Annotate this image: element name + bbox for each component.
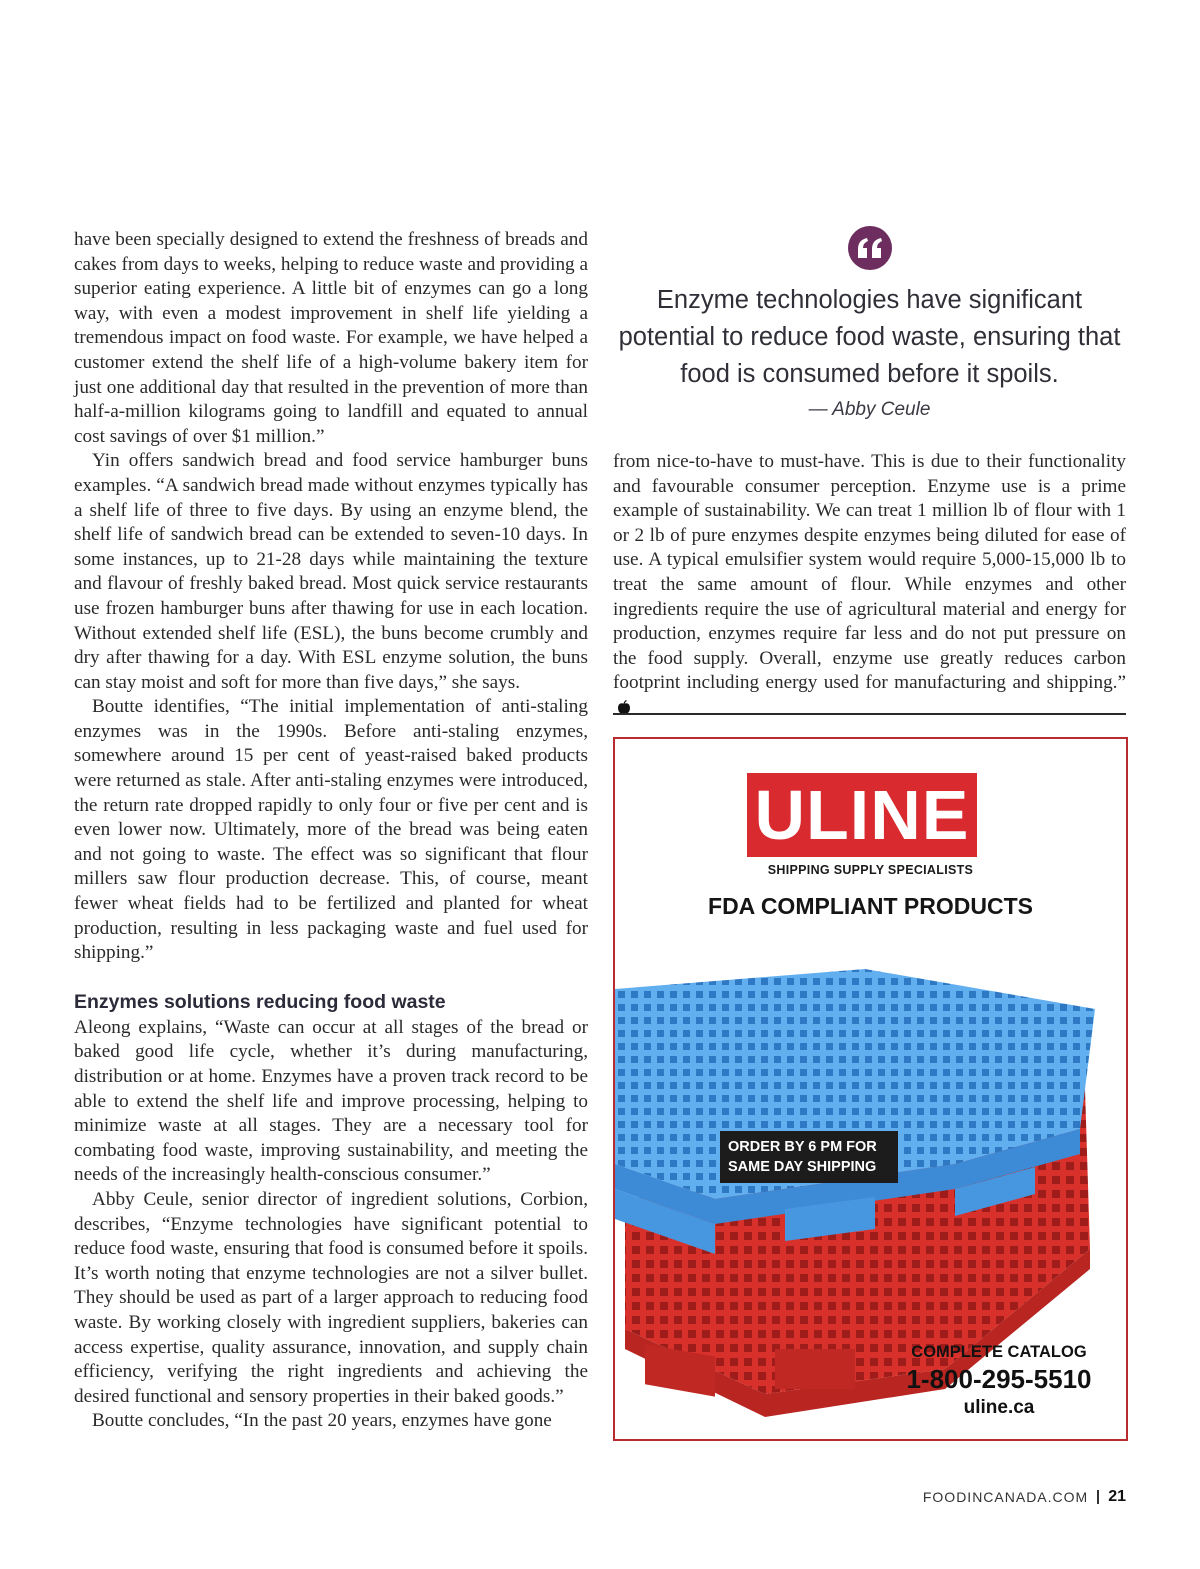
body-paragraph: have been specially designed to extend the freshness of breads and cakes from days to weeks, helping to reduce waste and providing a superior eating experience. A little bit of enzymes can go a long way, with even a modest improvement in shelf life yielding a tremendous impact on food waste. For example, we have helped a customer extend the shelf life of a high-volume bakery item for just one additional day that resulted in the prevention of more than half-a-million kilograms going to landfill and equated to annual cost savings of over $1 million.”	[74, 229, 588, 447]
body-paragraph: Abby Ceule, senior director of ingredient solutions, Corbion, describes, “Enzyme technologies have significant potential to reduce food waste, ensuring that food is consumed before it spoils. It’s worth noting that enzyme technologies are not a silver bullet. They should be used as part of a larger approach to reducing food waste. By working closely with ingredient suppliers, bakeries can access expertise, quality assurance, innovation, and supply chain efficiency, verifying the right ingredients and achieving the desired functional and sensory properties in their baked goods.”	[74, 1188, 588, 1407]
pull-quote-attribution: — Abby Ceule	[808, 399, 931, 420]
body-paragraph-text: from nice-to-have to must-have. This is due to their functionality and favourable consumer perception. Enzyme use is a prime example of sustainability. We can treat 1 million lb of flour with 1 or 2 lb of pure enzymes despite enzymes being diluted for ease of use. A typical emulsifier system would require 5,000-15,000 lb to treat the same amount of flour. While enzymes and other ingredients require the use of agricultural material and energy for production, enzymes require far less and do not put pressure on the food supply. Overall, enzyme use greatly reduces carbon footprint including energy used for manufacturing and shipping.”	[613, 451, 1126, 694]
uline-logo: ULINE	[747, 773, 977, 857]
ad-headline: FDA COMPLIANT PRODUCTS	[708, 893, 1033, 919]
right-column	[613, 450, 1126, 721]
body-paragraph: Aleong explains, “Waste can occur at all stages of the bread or baked good life cycle, whether it’s during manufacturing, distribution or at home. Enzymes have a proven track record to be able to extend the shelf life and improve processing, helping to minimize waste at all stages. They are a necessary tool for combating food waste, improving sustainability, and meeting the needs of the increasingly health-conscious consumer.”	[74, 1016, 588, 1186]
pull-quote-text: Enzyme technologies have significant potential to reduce food waste, ensuring that food is consumed before it spoils.	[618, 286, 1121, 388]
site-name[interactable]: FOODINCANADA.COM	[922, 1489, 1089, 1505]
ad-tagline: SHIPPING SUPPLY SPECIALISTS	[767, 863, 974, 877]
body-paragraph: Boutte identifies, “The initial implementation of anti-staling enzymes was in the 1990s. Before anti-staling enzymes, somewhere around 15 per cent of yeast-raised baked products were returned as stale. After anti-staling enzymes were introduced, the return rate dropped rapidly to only four or five per cent and is even lower now. Ultimately, more of the bread was being eaten and not going to waste. The effect was so significant that flour millers saw flour production decrease. This, of course, meant fewer wheat fields had to be fertilized and planted for wheat production, resulting in less packaging waste and fuel used for shipping.”	[74, 696, 588, 964]
catalog-contact	[894, 1343, 1104, 1419]
column-divider	[613, 713, 1126, 715]
quote-mark-icon	[848, 226, 892, 270]
website-link[interactable]: uline.ca	[963, 1397, 1035, 1418]
body-paragraph	[613, 450, 1126, 721]
phone-number[interactable]: 1-800-295-5510	[906, 1364, 1092, 1394]
apple-end-mark-icon	[617, 700, 631, 714]
page-number: 21	[1108, 1488, 1126, 1505]
order-deadline-badge: ORDER BY 6 PM FOR SAME DAY SHIPPING	[720, 1131, 898, 1183]
body-paragraph: Boutte concludes, “In the past 20 years, enzymes have gone	[92, 1410, 552, 1432]
pull-quote	[613, 226, 1126, 421]
left-column	[74, 228, 588, 1434]
uline-advertisement[interactable]	[613, 737, 1128, 1441]
catalog-label: COMPLETE CATALOG	[911, 1343, 1087, 1361]
body-paragraph: Yin offers sandwich bread and food service hamburger buns examples. “A sandwich bread made without enzymes typically has a shelf life of three to five days. By using an enzyme blend, the shelf life of sandwich bread can be extended to seven-10 days. In some instances, up to 21-28 days while maintaining the texture and flavour of freshly baked bread. Most quick service restaurants use frozen hamburger buns after thawing for use in each location. Without extended shelf life (ESL), the buns become crumbly and dry after thawing for a day. With ESL enzyme solution, the buns can stay moist and soft for more than five days,” she says.	[74, 450, 588, 693]
footer-separator	[1097, 1490, 1099, 1504]
page-footer	[923, 1488, 1126, 1506]
section-subheading: Enzymes solutions reducing food waste	[74, 990, 446, 1013]
